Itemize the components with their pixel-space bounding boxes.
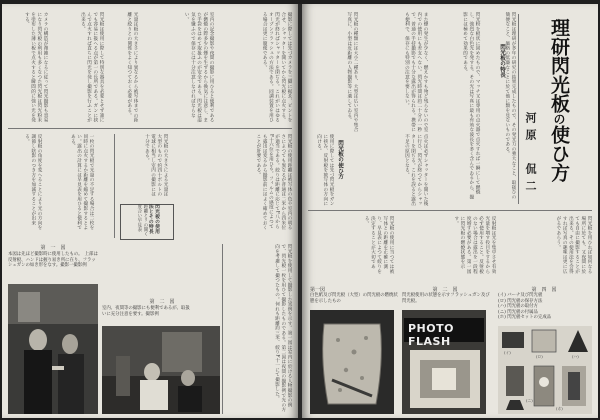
fig3-caption-line: (ハ) 閃光板の取付方: [498, 304, 538, 310]
left-mid-text-2: 一枚の閃光板で光量の不足する場合は二枚を同時に点火するか距離を縮めて撮影するとよい。露出の計算には早見表を用ひると便利である。: [70, 134, 94, 230]
photo-flash-label: PHOTO FLASH: [408, 322, 454, 348]
left-top-text-3: 光量は板の大きさにより異なるから被写体までの距離と絞りとの関係をよく知つておく必要がある。: [126, 12, 138, 123]
left-photo-1: [8, 284, 98, 414]
left-page: [2, 4, 298, 418]
left-mid-text-1: 反射板の角度を変へることにより光の方向を調節し陰影のつき方を加減することが出来る。: [24, 134, 42, 230]
left-photo-2: [102, 326, 220, 414]
left-top-text-1: カメラの構造が複雑になるに従って閃光撮影も容易になり閃光板の利用も多くなつた閃光板は閃光粉末を塗布した薄い板で点火すると瞬間的に強い光を発する。: [24, 12, 48, 123]
right-top-text-1: 閃光板は理研が多年の研究の結果完成したもので、その発光力の強大なこと、取扱ひの簡便なこと、価格の低廉なことに於て他に類を見ないものである。: [504, 12, 516, 200]
section-heading-usage: 閃光板の使ひ方: [337, 140, 343, 180]
left-bottom-column-rule: [222, 244, 223, 414]
right-fig1-number: 第一図: [310, 287, 326, 293]
fig3-label-c: (ハ): [572, 354, 579, 359]
fig3-caption-line: (イ) バーナ及び閃光板: [498, 293, 543, 298]
left-fig2-number: 第 二 図: [149, 299, 175, 305]
left-mid-text-3: 閃光板の大きさによる光量は大型のもので約四十ボルトの電球に相当し室内の撮影には十分である。: [144, 134, 168, 197]
article-title-particle: の: [552, 113, 566, 125]
article-title-end: 使ひ方: [548, 125, 570, 182]
right-top-text-2: 閃光粉を板状に固めたもので、マッチ又は専用の点火器で点火すれば一瞬にして燃焼し、強烈な白色光を発する。その光は写真に最も有効な波長を多く含んでゐるから、撮影には極めて効果的である。: [462, 12, 480, 200]
fig3-caption-line: (ニ) 閃光板の付属品: [498, 309, 538, 315]
right-low-text-2: 反射板は光を集中させ有効光量を増す役目をするから必ず使用すること。反射板のない場合は露出を一段程度増す必要がある。第一図に閃光板の燃焼状態を示す。: [453, 216, 496, 274]
right-fig2-number: 第 二 図: [432, 287, 458, 293]
title-rule: [518, 14, 519, 204]
right-mid-divider: [308, 210, 592, 211]
left-top-text-4: 室内の記念撮影や夜間の撮影に用ひると便利であるが燃焼の際多少の煙を生ずるから換気に注意し、また手袋をはめて取扱ふのが安全である。閃光板は湿気を嫌ふので保存には十分注意しなければならない。: [184, 12, 214, 123]
fig3-caption-line: (ロ) 閃光板の保存方法: [498, 298, 543, 304]
fig3-label-a: (イ): [504, 350, 511, 355]
fig3-caption-line: (ホ) 閃光板セットの完成品: [498, 315, 552, 321]
article-title: [548, 18, 570, 228]
left-fig1-caption: 本図は先ほど撮影時に使用したもの。 上部は反射板、ハンドは握り易き所に在り、フラッシュガンの如き形をなす。撮影一撮影例: [8, 252, 98, 269]
right-photo-3: [498, 326, 592, 414]
fig3-label-b: (ロ): [536, 354, 543, 359]
right-fig3-number: 第 四 図: [531, 287, 557, 293]
left-fig1-number: 第 一 図: [40, 245, 66, 251]
right-usage-text-2: 点火は必ずシャッターを開いた後に行ひ、閃光が終つてからシャッターを閉ぢる。これを誤ると露出不足の原因となる。: [404, 134, 428, 206]
left-fig2-caption: 室内、夜間等の撮影にも便利であるが、取扱いに充分注意を要す。撮影例: [102, 306, 190, 317]
article-title-main: 理研閃光板: [548, 18, 570, 113]
left-mid-text-4: 閃光板の使用距離は被写体の色や室内の明るさによつても異なるが普通は二米から四米位が適当である。絞りは距離に応じてF八からF十六位を用ひる。フィルムの感度によつても露出は変るから撮影前にはよく確めておくことが肝要である。: [255, 134, 292, 230]
right-fig1-caption: 白色紙及び閃光板（大型）の閃光板の燃焼状態を示したもの: [310, 293, 398, 304]
right-photo-1: [310, 310, 394, 414]
inset-box-subheading: 距離とリの開く度合い早見表: [136, 204, 148, 237]
right-top-text-4: 閃光板の種類には大小二種あり、大型は広い室内や集合写真に、小型は近距離の人物撮影等に適してゐる。: [346, 12, 358, 132]
section-heading-features: 閃光板の特長: [499, 44, 505, 78]
right-fig2-caption: 閃光板使用の状態を示すフラッシュガン及び閃光板。: [402, 293, 490, 304]
right-top-text-3: また煙の発生が少なく、燃えかすも殆ど残らないので室内での使用にも差支へない。閃光時間は約二十分の一秒で、普通の手持撮影でも十分な露出が得られる。携帯にも便利で、保存にも特別の注意を要しない。: [404, 12, 428, 132]
fig3-label-e: (ホ): [556, 406, 563, 411]
left-top-text-5: 撮影に際しては先づカメラを三脚に据ゑ、ピントを合せ、シャッターを開いてから閃光板に点火する。閃光が終ればシャッターを閉ぢる。これがいはゆるオープンフラッシュの方法である。同調装置を用ひる場合は更に簡便である。: [262, 12, 292, 123]
left-mid-column-rule: [114, 134, 115, 238]
inset-box-heading: 閃光板の使用法とその特長: [147, 204, 160, 234]
right-low-text-1: 閃光板の使用に当つては被写体との距離を正確に測り、早見表によつて絞りを決定することが大切である。: [364, 216, 394, 274]
right-page: [302, 4, 598, 418]
right-photo-2: [402, 310, 486, 414]
right-usage-text: 使用に際しては先づ閃光板をガンに挟み、反射板を被写体の方向に向ける。: [316, 134, 334, 206]
left-bottom-text-1: 閃光板を使用して撮影した実例を示す。第一図は室内に於ける人物撮影の例で、閃光板一枚を用ひて撮影したものである。第二図は夜間の撮影例で光の方向を考慮して撮つたもの。何れも距離約三米、絞りF十一にて撮影した。: [274, 244, 292, 412]
left-top-divider: [8, 128, 292, 129]
article-author: 河原 侃二: [524, 112, 537, 197]
fig3-label-d: (ニ): [526, 398, 533, 403]
right-fig3-caption-list: [498, 293, 594, 323]
left-top-text-2: 閃光板は使用に際して特別な器具を必要とせず誰にでも容易に扱へる点が第一の長所である。ガンに挟んで点火すれば直ちに閃光を発し撮影を行ふことが出来る。: [80, 12, 104, 123]
right-low-text-3: 閃光板を用ひれば如何なる場所に於ても、又夜間に於ても自由に撮影することが出来る。その使用法を会得すれば写真の趣味は更に広がるであらう。: [555, 216, 592, 274]
